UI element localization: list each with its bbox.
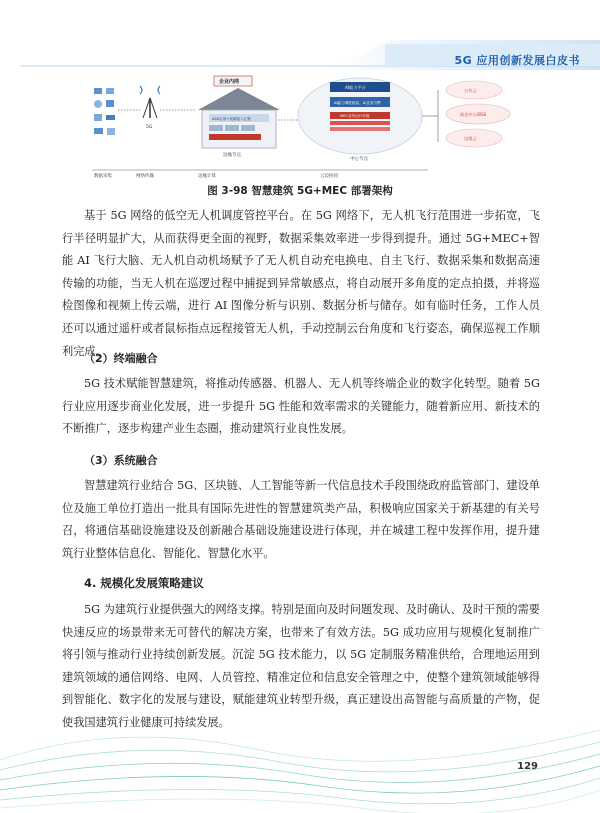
heading-terminal-fusion: （2）终端融合 bbox=[84, 352, 158, 365]
enterprise-intranet-label: 企业内网 bbox=[219, 79, 240, 85]
paragraph-system-fusion: 智慧建筑行业结合 5G、区块链、人工智能等新一代信息技术手段围绕政府监管部门、建设单位及施工单位打造出一批具有国际先进性的智慧建筑类产品，积极响应国家关于新基建的有关号召，将通信基础设施建设及创新融合基础设施建设进行体现，并在城建工程中发挥作用，提升建筑行业整体信息化、智能化、智慧化水平。 bbox=[62, 479, 540, 560]
footer-decoration bbox=[0, 690, 600, 813]
center-node-label: 中心节点 bbox=[350, 157, 368, 162]
center-node bbox=[298, 78, 422, 162]
heading-scale-strategy: 4. 规模化发展策略建议 bbox=[84, 576, 204, 590]
edge-platform-label: ASS应用+视频接入汇聚 bbox=[212, 117, 251, 121]
cloud-enterprise-label: 政企中台/BSS bbox=[460, 112, 487, 117]
cloud-public-label: 公有云 bbox=[464, 88, 477, 93]
header-title: 5G 应用创新发展白皮书 bbox=[454, 54, 580, 67]
heading-system-fusion: （3）系统融合 bbox=[84, 454, 158, 467]
paragraph-drone-platform: 基于 5G 网络的低空无人机调度管控平台。在 5G 网络下，无人机飞行范围进一步拓宽，飞行半径明显扩大，从而获得更全面的视野，数据采集效率进一步得到提升。通过 5G+MEC+智能 AI 飞行大脑、无人机自动机场赋予了无人机自动充电换电、自主飞行、数据采集和数据高速传输的功能，当无人机在巡逻过程中捕捉到异常敏感点，将自动展开多角度的定点拍摄，并将巡检图像和视频上传云端，进行 AI 图像分析与识别、数据分析与储存。如有临时任务，工作人员还可以通过遥杆或者鼠标指点远程接管无人机，手动控制云台角度和飞行姿态，确保巡视工作顺利完成。 bbox=[62, 209, 540, 358]
ai-platform-label: AI能力平台 bbox=[345, 85, 366, 90]
cloud-edge-label: 边缘云 bbox=[464, 136, 477, 141]
cloud-icons bbox=[446, 81, 510, 147]
stage-edge-label: 边缘计算 bbox=[198, 174, 216, 179]
stage-collect-label: 数据采集 bbox=[94, 174, 112, 179]
architecture-diagram bbox=[88, 70, 528, 182]
ai-middle-label: AI能力调度组装、AI业务引擎 bbox=[334, 101, 381, 105]
stage-network-label: 网络传输 bbox=[136, 174, 154, 179]
paragraph-terminal-fusion: 5G 技术赋能智慧建筑，将推动传感器、机器人、无人机等终端企业的数字化转型。随着 5G 行业应用逐步商业化发展，进一步提升 5G 性能和效率需求的关键能力，随着新应用、新技术的不断推广，逐步构建产业生态圈，推动建筑行业良性发展。 bbox=[62, 377, 540, 436]
edge-node-label: 边缘节点 bbox=[223, 153, 241, 158]
antenna-icon bbox=[140, 86, 160, 118]
device-icons bbox=[94, 88, 115, 135]
page-number: 129 bbox=[517, 761, 538, 772]
stage-cloud-label: 云边协同 bbox=[320, 174, 338, 179]
label-5g: 5G bbox=[146, 125, 153, 130]
figure-caption: 图 3-98 智慧建筑 5G+MEC 部署架构 bbox=[207, 185, 393, 197]
edge-node-house bbox=[198, 76, 280, 158]
paragraph-scale-strategy: 5G 为建筑行业提供强大的网络支撑。特别是面向及时问题发现、及时确认、及时干预的需要快速反应的场景带来无可替代的解决方案，也带来了有效方法。5G 成功应用与规模化复制推广将引领与推动行业持续创新发展。沉淀 5G 技术能力，以 5G 定制服务精准供给，合理地运用到建筑领域的通信网络、电网、人员管控、精准定位和信息安全管理之中，使整个建筑领域能够得到智能化、数字化的发展与建设，赋能建筑业转型升级，真正建设出高智能与高质量的产物，促使我国建筑行业健康可持续发展。 bbox=[62, 603, 540, 729]
mec-bar-label: MEC业务运行环境 bbox=[340, 114, 370, 118]
